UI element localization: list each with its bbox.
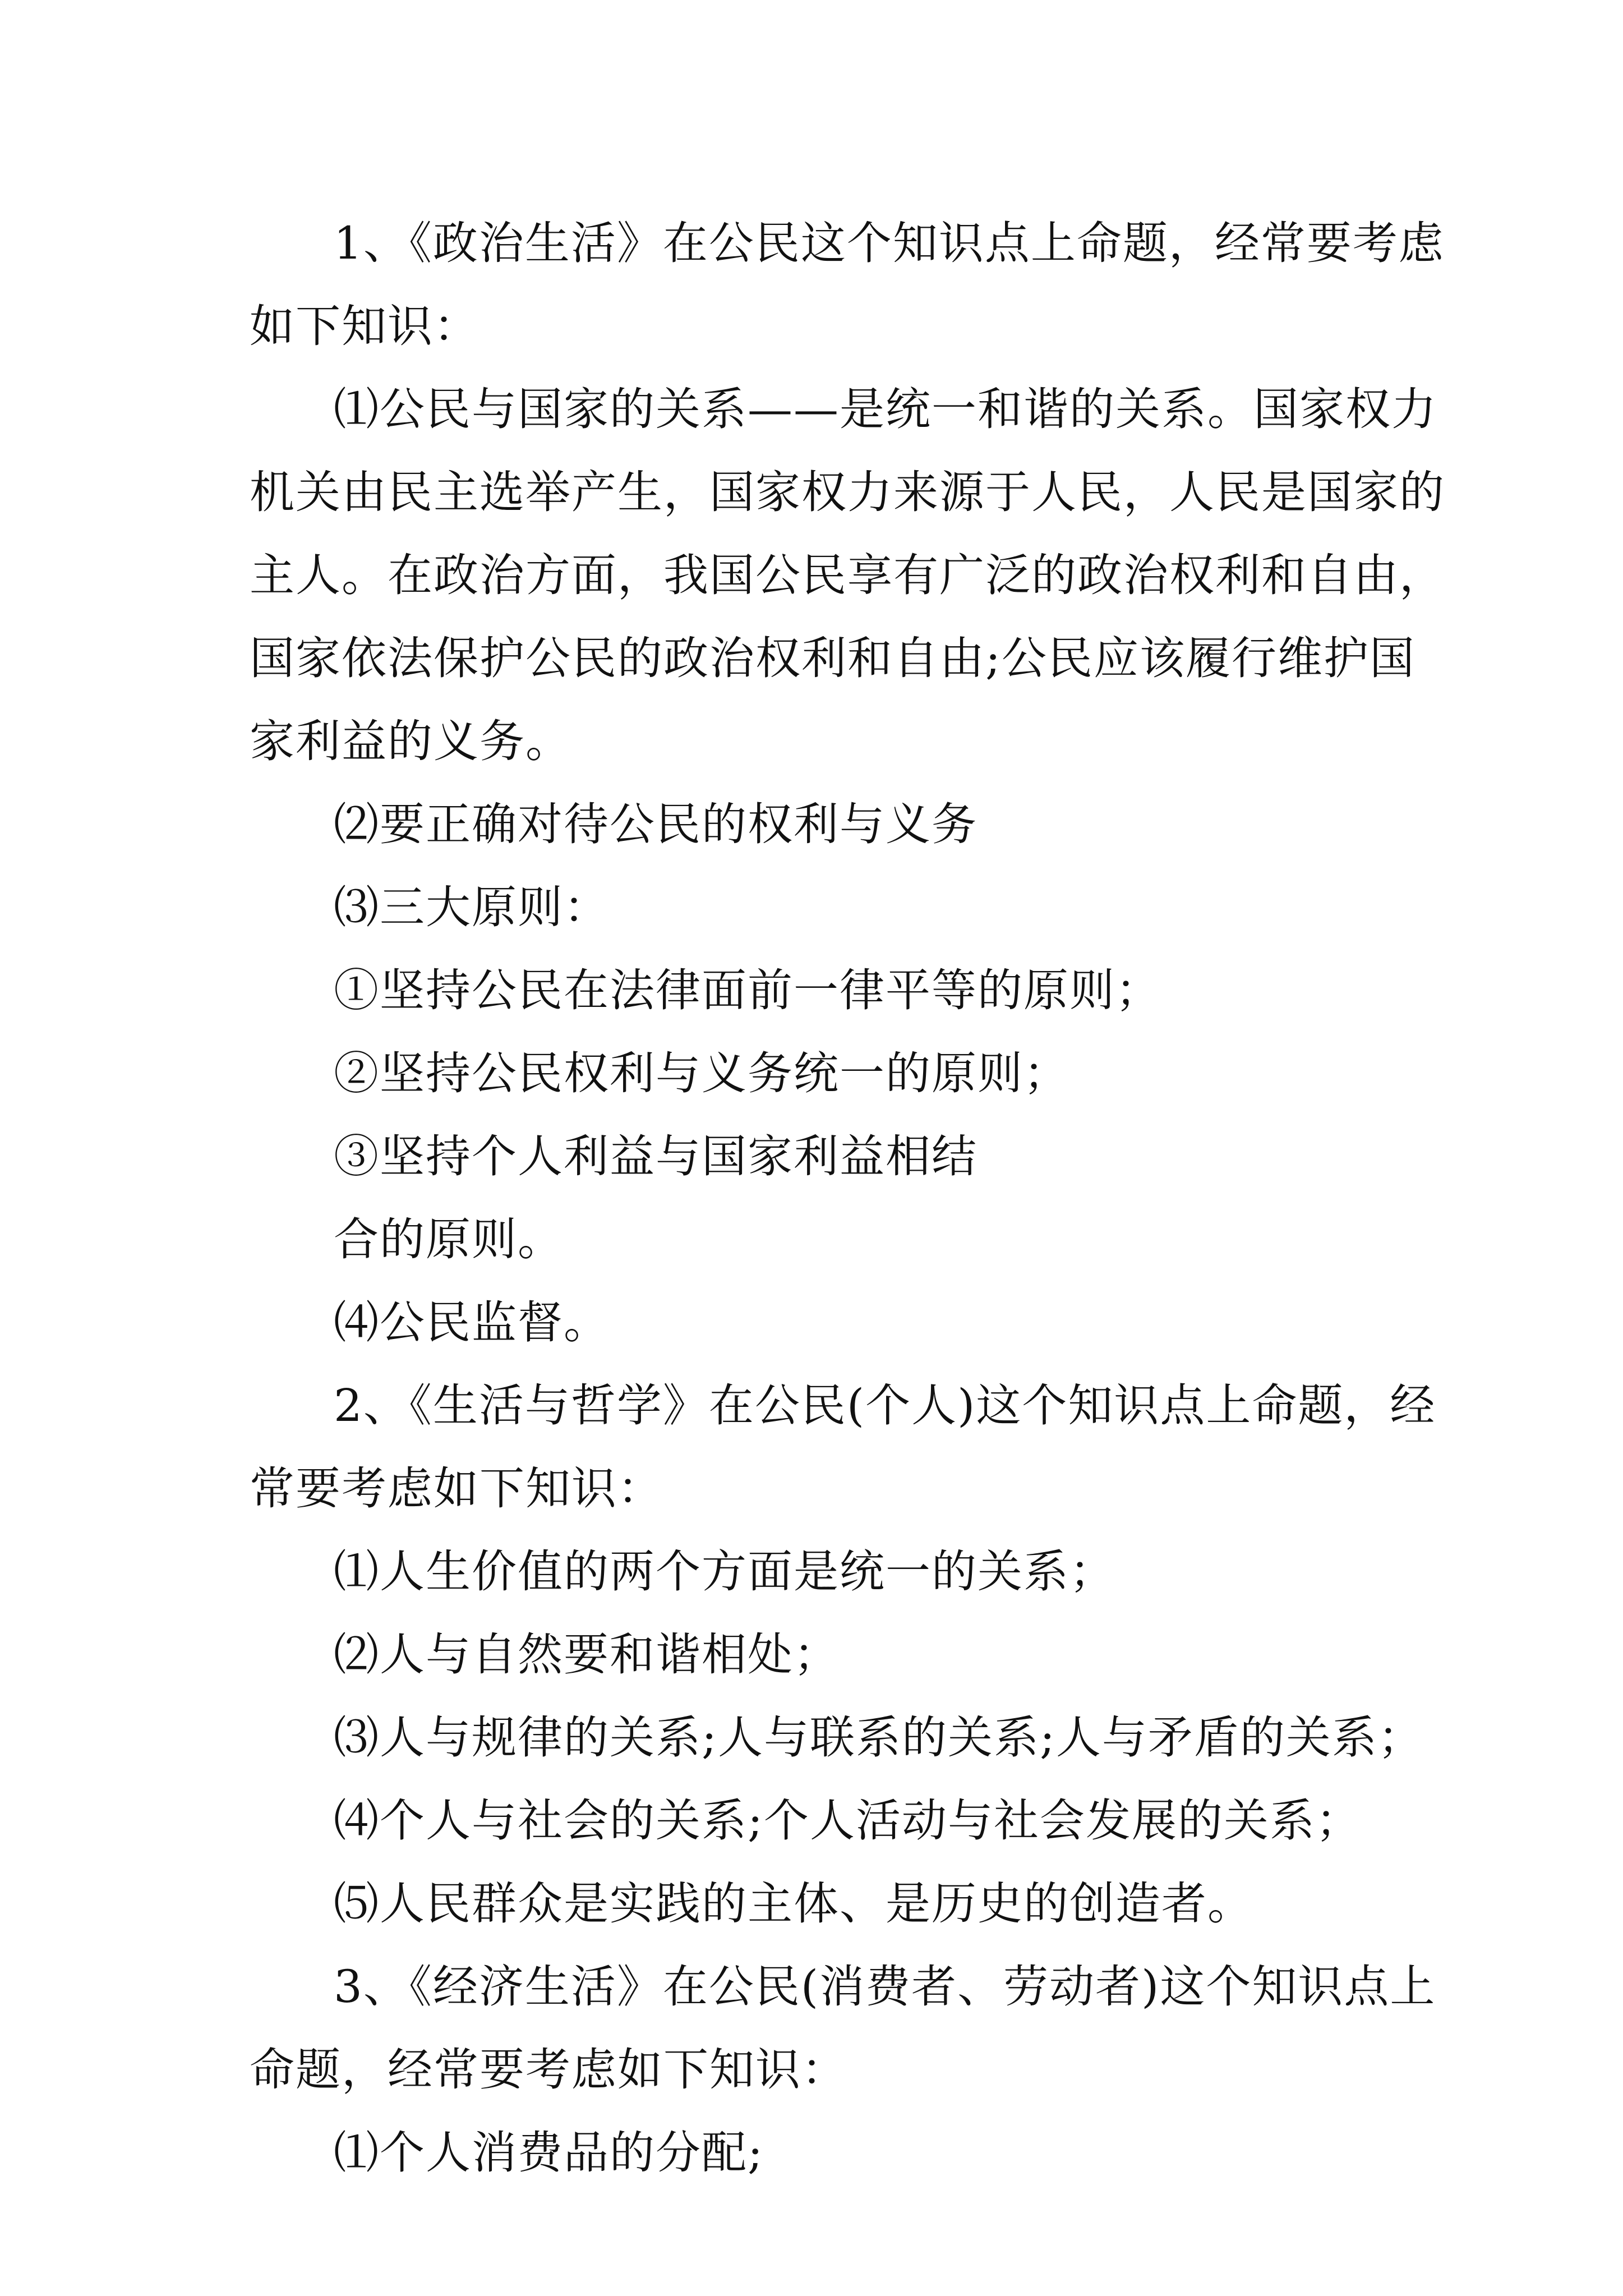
text-line: ⑴公民与国家的关系——是统一和谐的关系。国家权力	[334, 383, 1437, 435]
text-line: 如下知识：	[250, 300, 479, 352]
text-line: ⑷公民监督。	[334, 1296, 610, 1349]
text-line: 命题，经常要考虑如下知识：	[250, 2044, 847, 2096]
text-line: ⑶三大原则：	[334, 881, 610, 933]
text-line: 国家依法保护公民的政治权利和自由;公民应该履行维护国	[250, 632, 1415, 684]
text-line: ①坚持公民在法律面前一律平等的原则；	[334, 964, 1161, 1016]
text-line: ⑵人与自然要和谐相处；	[334, 1628, 840, 1681]
text-line: ⑶人与规律的关系;人与联系的关系;人与矛盾的关系；	[334, 1711, 1424, 1764]
text-line: 家利益的义务。	[250, 715, 571, 767]
text-line: 合的原则。	[334, 1213, 564, 1266]
text-line: 2、《生活与哲学》在公民(个人)这个知识点上命题，经	[334, 1379, 1436, 1432]
text-line: ⑴人生价值的两个方面是统一的关系；	[334, 1545, 1115, 1598]
text-line: 1、《政治生活》在公民这个知识点上命题，经常要考虑	[334, 217, 1445, 269]
text-line: 主人。在政治方面，我国公民享有广泛的政治权利和自由，	[250, 549, 1445, 601]
text-line: 常要考虑如下知识：	[250, 1462, 663, 1515]
text-line: ⑵要正确对待公民的权利与义务	[334, 798, 978, 850]
text-line: ②坚持公民权利与义务统一的原则；	[334, 1047, 1069, 1099]
document-body	[250, 202, 1445, 2194]
text-line: ③坚持个人利益与国家利益相结	[334, 1130, 978, 1182]
text-line: 3、《经济生活》在公民(消费者、劳动者)这个知识点上	[334, 1961, 1436, 2013]
text-line: 机关由民主选举产生，国家权力来源于人民，人民是国家的	[250, 466, 1445, 518]
text-line: ⑷个人与社会的关系;个人活动与社会发展的关系；	[334, 1795, 1362, 1847]
text-line: ⑴个人消费品的分配;	[334, 2127, 764, 2179]
text-line: ⑸人民群众是实践的主体、是历史的创造者。	[334, 1878, 1253, 1930]
